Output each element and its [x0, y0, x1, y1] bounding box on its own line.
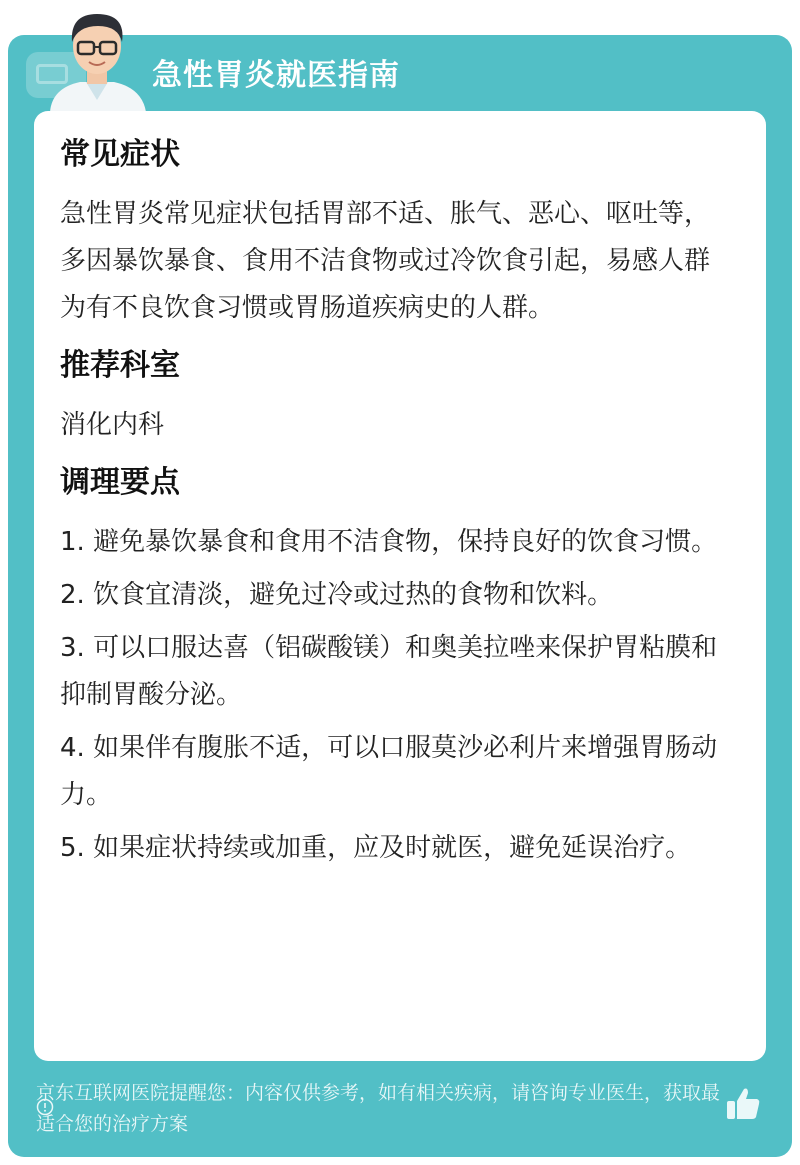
care-heading: 调理要点 [60, 465, 180, 500]
symptoms-heading: 常见症状 [60, 137, 180, 172]
page-title: 急性胃炎就医指南 [152, 58, 400, 93]
department-text: 消化内科 [60, 410, 165, 440]
list-item: 4. 如果伴有腹胀不适，可以口服莫沙必利片来增强胃肠动力。 [60, 733, 718, 810]
disclaimer-text: 京东互联网医院提醒您：内容仅供参考，如有相关疾病，请咨询专业医生，获取最适合您的治疗方案 [36, 1082, 721, 1135]
doctor-avatar [42, 4, 152, 112]
content-body [60, 135, 724, 878]
department-heading: 推荐科室 [60, 348, 180, 383]
list-item: 2. 饮食宜清淡，避免过冷或过热的食物和饮料。 [60, 580, 614, 610]
symptoms-text: 急性胃炎常见症状包括胃部不适、胀气、恶心、呕吐等，多因暴饮暴食、食用不洁食物或过冷饮食引起，易感人群为有不良饮食习惯或胃肠道疾病史的人群。 [60, 199, 711, 323]
list-item: 3. 可以口服达喜（铝碳酸镁）和奥美拉唑来保护胃粘膜和抑制胃酸分泌。 [60, 633, 718, 710]
content-card [34, 111, 766, 1061]
list-item: 1. 避免暴饮暴食和食用不洁食物，保持良好的饮食习惯。 [60, 527, 718, 557]
list-item: 5. 如果症状持续或加重，应及时就医，避免延误治疗。 [60, 833, 692, 863]
thumbs-up-icon[interactable] [724, 1085, 762, 1123]
